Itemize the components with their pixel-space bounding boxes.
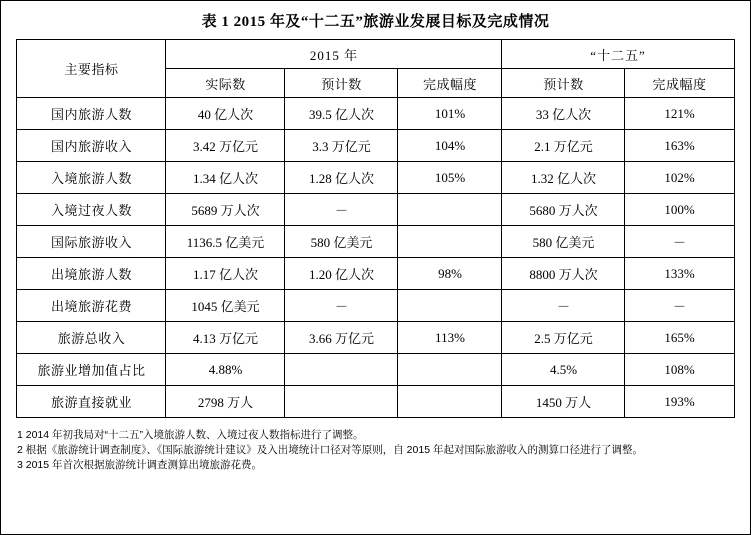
row-rate-125: － [625,290,734,322]
row-rate-125: 121% [625,98,734,130]
row-rate-125: 193% [625,386,734,418]
row-actual-2015: 1136.5 亿美元 [166,226,285,258]
table-row [17,354,734,386]
row-rate-125: 108% [625,354,734,386]
row-expected-2015 [285,354,398,386]
row-actual-2015: 1045 亿美元 [166,290,285,322]
row-metric: 旅游业增加值占比 [17,354,166,386]
row-actual-2015: 5689 万人次 [166,194,285,226]
row-metric: 旅游直接就业 [17,386,166,418]
note-item: 1 2014 年初我局对“十二五”入境旅游人数、入境过夜人数指标进行了调整。 [17,429,364,441]
row-metric: 出境旅游人数 [17,258,166,290]
row-expected-2015: 39.5 亿人次 [285,98,398,130]
table-row [17,98,734,130]
row-actual-2015: 4.88% [166,354,285,386]
row-rate-2015: 105% [398,162,502,194]
row-actual-2015: 2798 万人 [166,386,285,418]
row-actual-2015: 40 亿人次 [166,98,285,130]
row-rate-2015: 101% [398,98,502,130]
row-expected-2015: － [285,194,398,226]
row-rate-2015 [398,194,502,226]
table-row [17,322,734,354]
row-rate-125: 102% [625,162,734,194]
row-rate-125: － [625,226,734,258]
row-expected-2015: 3.66 万亿元 [285,322,398,354]
header-metric: 主要指标 [17,40,166,98]
row-expected-125: 5680 万人次 [502,194,625,226]
row-rate-2015 [398,354,502,386]
row-expected-125: 33 亿人次 [502,98,625,130]
row-rate-2015: 104% [398,130,502,162]
row-rate-125: 163% [625,130,734,162]
table-header [17,40,734,98]
table-body [17,98,734,418]
header-actual-2015: 实际数 [166,69,285,98]
row-expected-2015: 1.20 亿人次 [285,258,398,290]
row-metric: 国际旅游收入 [17,226,166,258]
header-expected-125: 预计数 [502,69,625,98]
table-notes [17,428,736,474]
table-row [17,386,734,418]
row-actual-2015: 4.13 万亿元 [166,322,285,354]
header-rate-125: 完成幅度 [625,69,734,98]
row-metric: 旅游总收入 [17,322,166,354]
row-expected-125: 2.5 万亿元 [502,322,625,354]
row-actual-2015: 1.34 亿人次 [166,162,285,194]
note-item: 2 根据《旅游统计调查制度》、《国际旅游统计建议》及入出境统计口径对等原则，自 2015 年起对国际旅游收入的测算口径进行了调整。 [17,444,643,457]
row-rate-125: 100% [625,194,734,226]
row-actual-2015: 1.17 亿人次 [166,258,285,290]
row-metric: 国内旅游收入 [17,130,166,162]
table-row [17,194,734,226]
row-expected-125: － [502,290,625,322]
row-expected-2015: 1.28 亿人次 [285,162,398,194]
row-actual-2015: 3.42 万亿元 [166,130,285,162]
row-rate-125: 133% [625,258,734,290]
row-expected-125: 580 亿美元 [502,226,625,258]
row-expected-2015: 3.3 万亿元 [285,130,398,162]
header-group-2015: 2015 年 [166,40,502,69]
table-header-row-groups [17,40,734,69]
header-rate-2015: 完成幅度 [398,69,502,98]
row-metric: 出境旅游花费 [17,290,166,322]
row-expected-2015: 580 亿美元 [285,226,398,258]
row-rate-2015 [398,386,502,418]
row-rate-2015: 113% [398,322,502,354]
row-expected-125: 1.32 亿人次 [502,162,625,194]
table-row [17,226,734,258]
row-rate-2015 [398,290,502,322]
table-row [17,162,734,194]
table-row [17,290,734,322]
row-rate-2015: 98% [398,258,502,290]
row-metric: 国内旅游人数 [17,98,166,130]
row-expected-2015 [285,386,398,418]
row-expected-2015: － [285,290,398,322]
row-expected-125: 2.1 万亿元 [502,130,625,162]
row-rate-2015 [398,226,502,258]
row-metric: 入境旅游人数 [17,162,166,194]
header-group-125: “十二五” [502,40,734,69]
row-expected-125: 1450 万人 [502,386,625,418]
row-expected-125: 4.5% [502,354,625,386]
row-metric: 入境过夜人数 [17,194,166,226]
row-rate-125: 165% [625,322,734,354]
table-row [17,258,734,290]
header-expected-2015: 预计数 [285,69,398,98]
note-item: 3 2015 年首次根据旅游统计调查测算出境旅游花费。 [17,459,263,472]
table-row [17,130,734,162]
page-title: 表 1 2015 年及“十二五”旅游业发展目标及完成情况 [201,14,550,30]
row-expected-125: 8800 万人次 [502,258,625,290]
statistics-table [16,39,734,418]
